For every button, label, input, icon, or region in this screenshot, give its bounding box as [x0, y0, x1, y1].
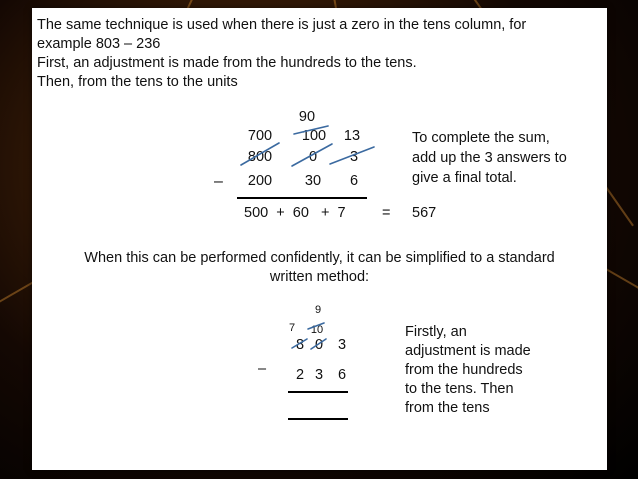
middle-line-2: written method: — [269, 269, 370, 285]
std-note-line-3: from the hundreds — [405, 362, 523, 378]
note-line-1: To complete the sum, — [412, 130, 550, 146]
minus-sign: – — [214, 173, 223, 190]
intro-line-2: example 803 – 236 — [37, 36, 161, 52]
strike-3 — [330, 147, 374, 164]
std-note-line-4: to the tens. Then — [405, 381, 514, 397]
partial-answers: 500 + 60 + 7 — [244, 205, 346, 221]
std-strike-8 — [292, 339, 307, 348]
std-minuend-tens: 0 — [314, 337, 324, 353]
intro-line-4: Then, from the tens to the units — [37, 74, 238, 90]
intro-line-3: First, an adjustment is made from the hundreds to the tens. — [37, 55, 417, 71]
std-strike-0 — [311, 339, 326, 349]
subtrahend-hundreds: 200 — [247, 173, 273, 189]
std-note-line-2: adjustment is made — [405, 343, 531, 359]
std-minus-sign: – — [258, 361, 267, 377]
std-note-line-1: Firstly, an — [405, 324, 467, 340]
std-tens-borrow-10: 10 — [310, 324, 324, 336]
strike-800 — [241, 143, 279, 165]
slide — [32, 8, 607, 470]
std-minuend-hundreds: 8 — [295, 337, 305, 353]
std-tens-adjust-9: 9 — [314, 304, 322, 316]
note-line-3: give a final total. — [412, 170, 517, 186]
strike-100 — [294, 126, 328, 134]
minuend-tens: 0 — [308, 149, 318, 165]
std-hundreds-adjust-7: 7 — [288, 322, 296, 334]
minuend-hundreds: 800 — [247, 149, 273, 165]
note-line-2: add up the 3 answers to — [412, 150, 567, 166]
subtrahend-units: 6 — [349, 173, 359, 189]
std-strike-10 — [308, 323, 324, 329]
equals-sign: = — [382, 205, 391, 221]
tens-borrow-100: 100 — [301, 128, 327, 144]
hundreds-adjust-700: 700 — [247, 128, 273, 144]
minuend-units: 3 — [349, 149, 359, 165]
subtrahend-tens: 30 — [304, 173, 322, 189]
std-minuend-units: 3 — [337, 337, 347, 353]
strike-marks — [32, 8, 607, 470]
final-total: 567 — [412, 205, 437, 221]
intro-line-1: The same technique is used when there is just a zero in the tens column, for — [37, 17, 527, 33]
units-borrow-13: 13 — [343, 128, 361, 144]
tens-adjust-90: 90 — [298, 109, 316, 125]
std-subtrahend-hundreds: 2 — [295, 367, 305, 383]
middle-line-1: When this can be performed confidently, it can be simplified to a standard — [84, 250, 555, 266]
std-note-line-5: from the tens — [405, 400, 490, 416]
std-subtrahend-tens: 3 — [314, 367, 324, 383]
std-subtrahend-units: 6 — [337, 367, 347, 383]
strike-0 — [292, 144, 332, 166]
